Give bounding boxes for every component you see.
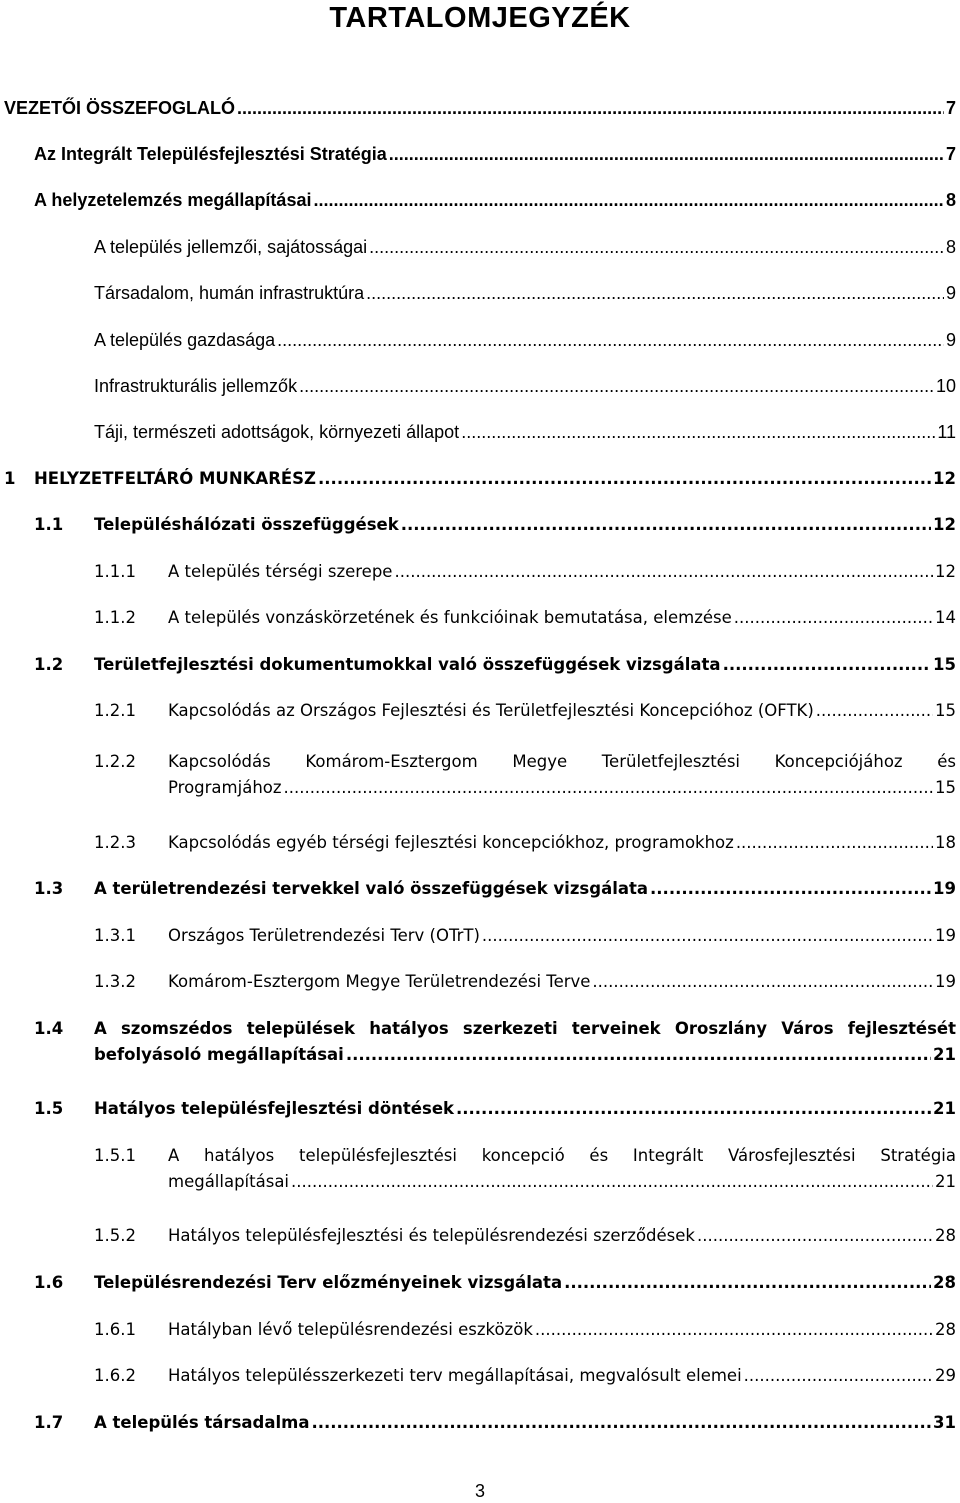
toc-leader-dots [291, 1169, 933, 1195]
toc-entry[interactable] [0, 830, 960, 856]
toc-page-number: 21 [935, 1172, 956, 1191]
toc-entry-label: VEZETŐI ÖSSZEFOGLALÓ [4, 98, 236, 118]
toc-leader-dots [366, 280, 944, 306]
toc-entry[interactable] [0, 749, 960, 801]
toc-entry[interactable] [0, 1016, 960, 1068]
toc-entry-number: 1.5.1 [94, 1146, 136, 1165]
toc-entry[interactable] [0, 605, 960, 631]
toc-entry[interactable] [0, 1363, 960, 1389]
toc-entry-number: 1.3.2 [94, 972, 136, 991]
toc-page-number: 29 [935, 1366, 956, 1385]
page-number-footer: 3 [474, 1481, 485, 1501]
toc-entry-label: A település jellemzői, sajátosságai [94, 237, 368, 257]
toc-page-number: 11 [937, 422, 956, 442]
toc-page-number: 10 [935, 376, 956, 396]
toc-leader-dots [318, 466, 931, 492]
toc-entry[interactable] [0, 652, 960, 678]
toc-entry[interactable] [0, 698, 960, 724]
toc-entry[interactable] [0, 1270, 960, 1296]
toc-leader-dots [744, 1363, 933, 1389]
toc-entry-number: 1.6.1 [94, 1320, 136, 1339]
toc-page-number: 12 [933, 515, 956, 534]
toc-leader-dots [313, 187, 944, 213]
toc-leader-dots [482, 923, 933, 949]
toc-page-number: 12 [935, 562, 956, 581]
toc-page-number: 19 [933, 879, 956, 898]
toc-entry-label: Kapcsolódás egyéb térségi fejlesztési koncepciókhoz, programokhoz [168, 833, 734, 852]
toc-entry-number: 1.3 [34, 879, 64, 898]
toc-entry[interactable] [0, 1143, 960, 1195]
toc-entry[interactable] [0, 1096, 960, 1122]
toc-entry-label: Infrastrukturális jellemzők [94, 376, 298, 396]
toc-entry-number: 1.1.2 [94, 608, 136, 627]
toc-entry-label: Hatályos településfejlesztési döntések [94, 1099, 454, 1118]
toc-leader-dots [456, 1096, 931, 1122]
toc-leader-dots [277, 327, 944, 353]
toc-leader-dots [284, 775, 933, 801]
toc-page-number: 8 [945, 190, 956, 210]
toc-page-number: 9 [945, 283, 956, 303]
toc-page-number: 15 [935, 778, 956, 797]
toc-entry-label: Programjához [168, 778, 282, 797]
toc-page-number: 19 [935, 926, 956, 945]
toc-leader-dots [394, 559, 933, 585]
toc-leader-dots [723, 652, 931, 678]
toc-entry[interactable] [0, 419, 960, 445]
toc-page-number: 7 [945, 98, 956, 118]
toc-entry-number: 1.2 [34, 655, 64, 674]
toc-entry-label-line1: Kapcsolódás Komárom-Esztergom Megye Területfejlesztési Koncepciójához és [168, 752, 956, 771]
toc-leader-dots [697, 1223, 933, 1249]
toc-entry-number: 1.5 [34, 1099, 64, 1118]
toc-entry-label: A helyzetelemzés megállapításai [34, 190, 312, 210]
toc-entry-label: A település térségi szerepe [168, 562, 393, 581]
toc-entry-label-line1: A szomszédos települések hatályos szerkezeti terveinek Oroszlány Város fejlesztését [94, 1019, 956, 1038]
toc-entry-label: Hatályos településfejlesztési és településrendezési szerződések [168, 1226, 695, 1245]
toc-entry-label: Településhálózati összefüggések [94, 515, 399, 534]
toc-entry[interactable] [0, 187, 960, 213]
toc-page-number: 31 [933, 1413, 956, 1432]
toc-entry-number: 1.3.1 [94, 926, 136, 945]
toc-leader-dots [736, 830, 933, 856]
toc-entry-number: 1.6 [34, 1273, 64, 1292]
toc-page-number: 18 [935, 833, 956, 852]
toc-leader-dots [346, 1042, 931, 1068]
toc-entry-number: 1.7 [34, 1413, 64, 1432]
toc-leader-dots [816, 698, 933, 724]
toc-entry-number: 1.1.1 [94, 562, 136, 581]
toc-page-number: 15 [935, 701, 956, 720]
toc-entry-number: 1.5.2 [94, 1226, 136, 1245]
toc-entry-label: Társadalom, humán infrastruktúra [94, 283, 365, 303]
toc-entry-number: 1.4 [34, 1019, 64, 1038]
toc-entry[interactable] [0, 876, 960, 902]
toc-page-number: 19 [935, 972, 956, 991]
toc-entry-number: 1.2.3 [94, 833, 136, 852]
toc-entry[interactable] [0, 234, 960, 260]
toc-leader-dots [535, 1317, 933, 1343]
toc-entry-label: megállapításai [168, 1172, 290, 1191]
toc-page-number: 28 [935, 1226, 956, 1245]
toc-leader-dots [299, 373, 934, 399]
toc-entry-label: A település gazdasága [94, 330, 276, 350]
toc-leader-dots [369, 234, 944, 260]
toc-entry[interactable] [0, 373, 960, 399]
toc-entry-label-line1: A hatályos településfejlesztési koncepció és Integrált Városfejlesztési Stratégia [168, 1146, 956, 1165]
toc-entry[interactable] [0, 969, 960, 995]
toc-entry-label: A település vonzáskörzetének és funkcióinak bemutatása, elemzése [168, 608, 732, 627]
toc-entry[interactable] [0, 95, 960, 121]
toc-entry[interactable] [0, 466, 960, 492]
toc-page-number: 8 [945, 237, 956, 257]
toc-page-number: 28 [933, 1273, 956, 1292]
toc-entry[interactable] [0, 923, 960, 949]
toc-leader-dots [401, 512, 931, 538]
toc-page-number: 9 [945, 330, 956, 350]
toc-entry-label: Hatályban lévő településrendezési eszközök [168, 1320, 533, 1339]
toc-entry[interactable] [0, 280, 960, 306]
toc-entry-number: 1.1 [34, 515, 64, 534]
toc-entry-label: Hatályos településszerkezeti terv megállapításai, megvalósult elemei [168, 1366, 742, 1385]
toc-entry[interactable] [0, 559, 960, 585]
toc-entry-label: A területrendezési tervekkel való összefüggések vizsgálata [94, 879, 649, 898]
toc-entry[interactable] [0, 141, 960, 167]
toc-entry-label: Területfejlesztési dokumentumokkal való összefüggések vizsgálata [94, 655, 721, 674]
toc-entry-label: Komárom-Esztergom Megye Területrendezési Terve [168, 972, 591, 991]
toc-page-number: 21 [933, 1099, 956, 1118]
page-title: TARTALOMJEGYZÉK [329, 2, 631, 34]
toc-leader-dots [734, 605, 933, 631]
toc-entry-label: befolyásoló megállapításai [94, 1045, 344, 1064]
toc-page-number: 14 [935, 608, 956, 627]
toc-entry-label: Az Integrált Településfejlesztési Stratégia [34, 144, 387, 164]
toc-leader-dots [650, 876, 931, 902]
toc-entry-label: Táji, természeti adottságok, környezeti állapot [94, 422, 460, 442]
toc-entry-number: 1.2.2 [94, 752, 136, 771]
toc-entry-label: Településrendezési Terv előzményeinek vizsgálata [94, 1273, 563, 1292]
toc-page-number: 7 [945, 144, 956, 164]
toc-page-number: 28 [935, 1320, 956, 1339]
toc-entry[interactable] [0, 1223, 960, 1249]
toc-entry[interactable] [0, 1317, 960, 1343]
toc-entry-label: Országos Területrendezési Terv (OTrT) [168, 926, 480, 945]
toc-entry-number: 1 [4, 469, 16, 488]
toc-leader-dots [237, 95, 944, 121]
toc-entry-label: Kapcsolódás az Országos Fejlesztési és Területfejlesztési Koncepcióhoz (OFTK) [168, 701, 814, 720]
toc-leader-dots [389, 141, 944, 167]
toc-page-number: 21 [933, 1045, 956, 1064]
toc-page-number: 15 [933, 655, 956, 674]
toc-leader-dots [592, 969, 933, 995]
toc-entry[interactable] [0, 1410, 960, 1436]
toc-entry-label: A település társadalma [94, 1413, 310, 1432]
toc-leader-dots [564, 1270, 931, 1296]
toc-entry-number: 1.2.1 [94, 701, 136, 720]
toc-entry-label: HELYZETFELTÁRÓ MUNKARÉSZ [34, 469, 317, 488]
toc-entry-number: 1.6.2 [94, 1366, 136, 1385]
toc-entry[interactable] [0, 327, 960, 353]
toc-leader-dots [311, 1410, 931, 1436]
toc-entry[interactable] [0, 512, 960, 538]
toc-leader-dots [461, 419, 935, 445]
toc-page-number: 12 [933, 469, 956, 488]
